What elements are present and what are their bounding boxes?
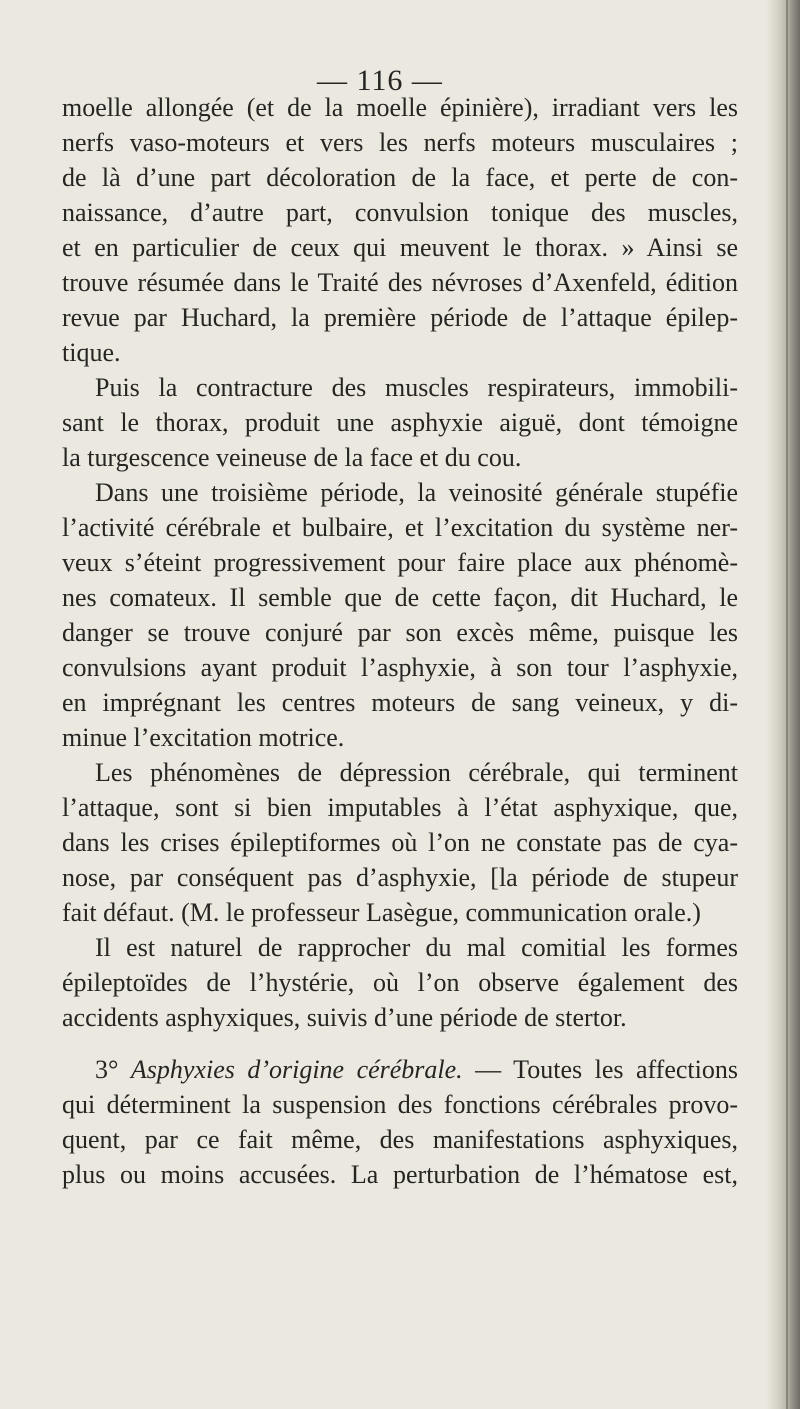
section-title: Asphyxies d’origine cérébrale. <box>130 1055 463 1084</box>
text-line: minue l’excitation motrice. <box>62 723 345 752</box>
text-line: qui déterminent la suspension des fonctions cérébrales provo- <box>62 1090 738 1119</box>
page-binding-line <box>786 0 788 1409</box>
text-line: nose, par conséquent pas d’asphyxie, [la période de stupeur <box>62 863 738 892</box>
text-line: Puis la contracture des muscles respirateurs, immobili- <box>95 373 738 402</box>
text-line: accidents asphyxiques, suivis d’une période de stertor. <box>62 1003 627 1032</box>
text-line: fait défaut. (M. le professeur Lasègue, communication orale.) <box>62 898 701 927</box>
text-line: Dans une troisième période, la veinosité générale stupéfie <box>95 478 738 507</box>
text-line: l’activité cérébrale et bulbaire, et l’excitation du système ner- <box>62 513 738 542</box>
text-line: de là d’une part décoloration de la face, et perte de con- <box>62 163 738 192</box>
text-line: nerfs vaso-moteurs et vers les nerfs moteurs musculaires ; <box>62 128 738 157</box>
text-line: Il est naturel de rapprocher du mal comitial les formes <box>95 933 738 962</box>
text-line: naissance, d’autre part, convulsion tonique des muscles, <box>62 198 738 227</box>
text-line: nes comateux. Il semble que de cette façon, dit Huchard, le <box>62 583 738 612</box>
text-line: plus ou moins accusées. La perturbation de l’hématose est, <box>62 1160 738 1189</box>
section-heading-line <box>95 1053 738 1087</box>
section-text: — Toutes les affections <box>475 1055 738 1084</box>
text-line: l’attaque, sont si bien imputables à l’état asphyxique, que, <box>62 793 738 822</box>
text-line: dans les crises épileptiformes où l’on ne constate pas de cya- <box>62 828 738 857</box>
text-line: veux s’éteint progressivement pour faire place aux phénomè- <box>62 548 738 577</box>
page-binding-shadow <box>766 0 800 1409</box>
text-line: convulsions ayant produit l’asphyxie, à son tour l’asphyxie, <box>62 653 738 682</box>
text-line: danger se trouve conjuré par son excès même, puisque les <box>62 618 738 647</box>
section-number: 3° <box>95 1055 119 1084</box>
text-line: épileptoïdes de l’hystérie, où l’on observe également des <box>62 968 738 997</box>
text-line: sant le thorax, produit une asphyxie aiguë, dont témoigne <box>62 408 738 437</box>
text-line: tique. <box>62 338 121 367</box>
text-line: et en particulier de ceux qui meuvent le thorax. » Ainsi se <box>62 233 738 262</box>
text-line: la turgescence veineuse de la face et du cou. <box>62 443 522 472</box>
text-line: Les phénomènes de dépression cérébrale, qui terminent <box>95 758 738 787</box>
text-line: revue par Huchard, la première période de l’attaque épilep- <box>62 303 738 332</box>
text-line: moelle allongée (et de la moelle épinière), irradiant vers les <box>62 93 738 122</box>
page-number: — 116 — <box>317 64 443 97</box>
text-line: en imprégnant les centres moteurs de sang veineux, y di- <box>62 688 738 717</box>
text-line: trouve résumée dans le Traité des névroses d’Axenfeld, édition <box>62 268 738 297</box>
text-line: quent, par ce fait même, des manifestations asphyxiques, <box>62 1125 738 1154</box>
